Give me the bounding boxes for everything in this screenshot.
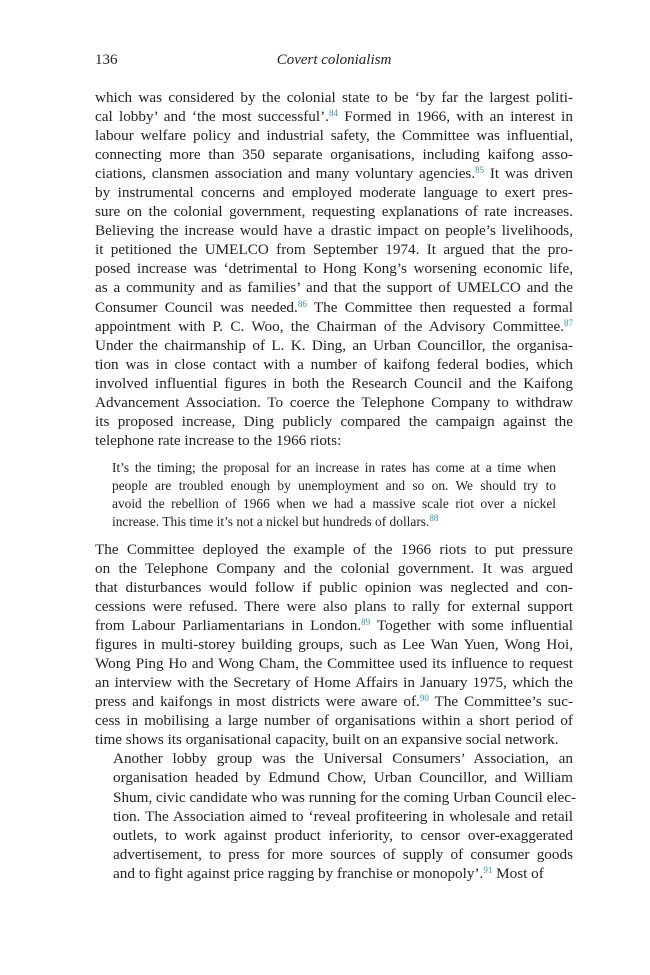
line-text: telephone rate increase to the 1966 riots: (95, 431, 342, 449)
line-text: Together with some influential (370, 617, 573, 635)
text-line (95, 202, 573, 221)
running-title: Covert colonialism (276, 52, 392, 68)
text-line (95, 673, 573, 692)
line-text: tion. The Association aimed to ‘reveal profiteering in wholesale and retail (113, 807, 573, 825)
text-line (95, 711, 573, 730)
line-text: Formed in 1966, with an interest in (337, 108, 573, 126)
line-text: Wong Ping Ho and Wong Cham, the Committee used its influence to request (95, 655, 573, 673)
line-text: Under the chairmanship of L. K. Ding, an Urban Councillor, the organisa- (95, 336, 573, 354)
line-text: people are troubled enough by unemployment and so on. We should try to (112, 477, 556, 493)
line-text: appointment with P. C. Woo, the Chairman of the Advisory Committee. (95, 317, 564, 335)
text-line (95, 616, 573, 635)
line-text: It’s the timing; the proposal for an increase in rates has come at a time when (112, 459, 556, 475)
text-line (95, 749, 573, 768)
line-text: from Labour Parliamentarians in London. (95, 617, 362, 635)
footnote-marker[interactable]: 86 (297, 298, 307, 309)
text-line (95, 540, 573, 559)
line-text: and to fight against price ragging by franchise or monopoly’. (113, 864, 484, 882)
text-line (112, 513, 556, 531)
text-line (95, 864, 573, 883)
line-text: organisation headed by Edmund Chow, Urban Councillor, and William (113, 769, 573, 787)
line-text: Another lobby group was the Universal Consumers’ Association, an (113, 750, 573, 768)
text-line (95, 845, 573, 864)
text-line (112, 477, 556, 495)
line-text: It was driven (484, 165, 573, 183)
text-line (95, 597, 573, 616)
footnote-marker[interactable]: 87 (564, 317, 573, 328)
text-line (95, 145, 573, 164)
text-line (95, 183, 573, 202)
line-text: connecting more than 350 separate organisations, including kaifong asso- (95, 146, 573, 164)
line-text: press and kaifongs in most districts were aware of. (95, 693, 420, 711)
line-text: Most of (492, 864, 544, 882)
line-text: cess in mobilising a large number of organisations within a short period of (95, 712, 573, 730)
page-header (95, 50, 573, 70)
text-line (95, 393, 573, 412)
body-text (95, 88, 577, 883)
line-text: sure on the colonial government, requesting explanations of rate increases. (95, 203, 573, 221)
footnote-marker[interactable]: 88 (429, 512, 439, 523)
line-text: Shum, civic candidate who was running for the coming Urban Council elec- (113, 788, 577, 806)
line-text: avoid the rebellion of 1966 when we had a massive scale riot over a nickel (112, 495, 556, 511)
block-quote (112, 459, 556, 531)
text-line (95, 298, 573, 317)
text-line (95, 221, 573, 240)
line-text: its proposed increase, Ding publicly compared the campaign against the (95, 412, 573, 430)
line-text: outlets, to work against product inferiority, to censor over-exaggerated (113, 826, 573, 844)
text-line (95, 278, 573, 297)
text-line (95, 126, 573, 145)
text-line (95, 107, 573, 126)
text-line (95, 259, 573, 278)
footnote-marker[interactable]: 85 (475, 165, 485, 176)
line-text: Advancement Association. To coerce the Telephone Company to withdraw (95, 393, 573, 411)
footnote-marker[interactable]: 91 (483, 864, 493, 875)
line-text: involved influential figures in both the Research Council and the Kaifong (95, 374, 573, 392)
paragraph-1 (95, 88, 573, 450)
line-text: labour welfare policy and industrial safety, the Committee was influential, (95, 127, 573, 145)
line-text: increase. This time it’s not a nickel but hundreds of dollars. (112, 513, 430, 529)
line-text: by instrumental concerns and employed moderate language to exert pres- (95, 184, 573, 202)
text-line (95, 336, 573, 355)
line-text: ciations, clansmen association and many voluntary agencies. (95, 165, 476, 183)
line-text: advertisement, to press for more sources of supply of consumer goods (113, 845, 573, 863)
line-text: Consumer Council was needed. (95, 298, 298, 316)
line-text: The Committee’s suc- (428, 693, 574, 711)
line-text: on the Telephone Company and the colonial government. It was argued (95, 559, 573, 577)
paragraph-3 (95, 749, 577, 882)
line-text: cessions were refused. There were also plans to rally for external support (95, 598, 573, 616)
line-text: that disturbances would follow if public opinion was neglected and con- (95, 578, 573, 596)
text-line (95, 654, 573, 673)
text-line (95, 788, 577, 807)
text-line (95, 88, 573, 107)
text-line (95, 317, 573, 336)
text-line (95, 826, 573, 845)
text-line (95, 374, 573, 393)
line-text: The Committee deployed the example of the 1966 riots to put pressure (95, 540, 573, 558)
footnote-marker[interactable]: 89 (361, 617, 371, 628)
text-line (95, 635, 573, 654)
line-text: it petitioned the UMELCO from September 1974. It argued that the pro- (95, 241, 573, 259)
text-line (95, 768, 573, 787)
text-line (95, 578, 573, 597)
line-text: tion was in close contact with a number of kaifong federal bodies, which (95, 355, 573, 373)
text-line (95, 730, 573, 749)
line-text: Believing the increase would have a drastic impact on people’s livelihoods, (95, 222, 573, 240)
text-line (95, 559, 573, 578)
line-text: time shows its organisational capacity, built on an expansive social network. (95, 731, 559, 749)
line-text: The Committee then requested a formal (306, 298, 573, 316)
line-text: posed increase was ‘detrimental to Hong Kong’s worsening economic life, (95, 260, 573, 278)
text-line (95, 807, 573, 826)
text-line (95, 164, 573, 183)
text-line (95, 240, 573, 259)
line-text: figures in multi-storey building groups, such as Lee Wan Yuen, Wong Hoi, (95, 636, 573, 654)
text-line (112, 459, 556, 477)
page-number: 136 (95, 52, 118, 68)
footnote-marker[interactable]: 90 (419, 693, 429, 704)
line-text: an interview with the Secretary of Home Affairs in January 1975, which the (95, 674, 573, 692)
footnote-marker[interactable]: 84 (328, 108, 338, 119)
line-text: cal lobby’ and ‘the most successful’. (95, 108, 329, 126)
text-line (112, 495, 556, 513)
text-line (95, 692, 573, 711)
paragraph-2 (95, 540, 573, 750)
line-text: as a community and as families’ and that the support of UMELCO and the (95, 279, 573, 297)
line-text: which was considered by the colonial state to be ‘by far the largest politi- (95, 89, 573, 106)
text-line (95, 355, 573, 374)
text-line (95, 412, 573, 431)
text-line (95, 431, 573, 450)
